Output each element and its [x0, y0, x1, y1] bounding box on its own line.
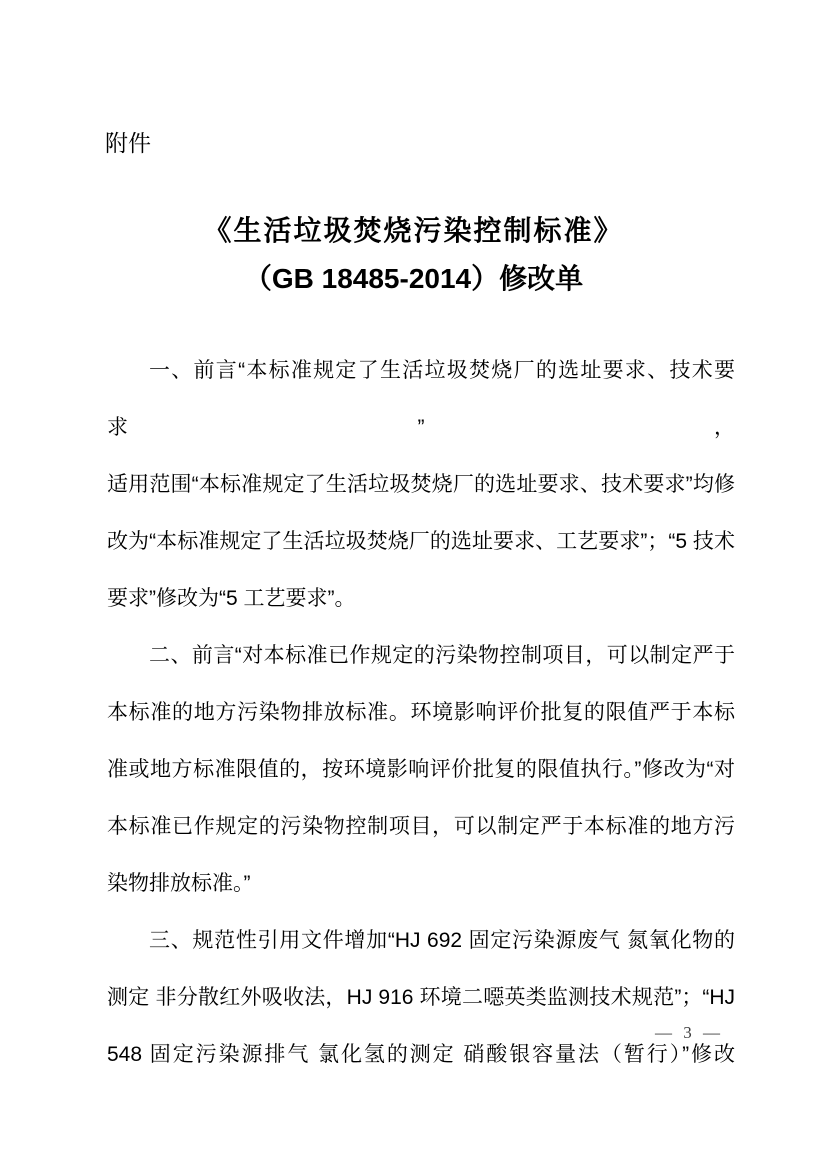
body-line: 一、前言“本标准规定了生活垃圾焚烧厂的选址要求、技术要求”，: [107, 359, 735, 439]
document-title-line2: （GB 18485-2014）修改单: [243, 263, 584, 294]
document-body: [107, 342, 735, 1083]
body-line: 三、规范性引用文件增加“HJ 692 固定污染源废气 氮氧化物的: [149, 929, 735, 952]
body-line: 适用范围“本标准规定了生活垃圾焚烧厂的选址要求、技术要求”均修: [107, 473, 735, 496]
body-line: 要求”修改为“5 工艺要求”。: [107, 587, 356, 610]
body-line: 二、前言“对本标准已作规定的污染物控制项目，可以制定严于: [149, 644, 735, 667]
document-title-line1: 《生活垃圾焚烧污染控制标准》: [203, 215, 624, 246]
body-line: 548 固定污染源排气 氯化氢的测定 硝酸银容量法（暂行）”修改: [107, 1043, 735, 1066]
body-line: 改为“本标准规定了生活垃圾焚烧厂的选址要求、工艺要求”；“5 技术: [107, 530, 735, 553]
paragraph-1: [107, 342, 735, 627]
body-line: 测定 非分散红外吸收法，HJ 916 环境二噁英类监测技术规范”；“HJ: [107, 986, 735, 1009]
paragraph-2: [107, 627, 735, 912]
page-number: — 3 —: [655, 1023, 720, 1042]
body-line: 本标准的地方污染物排放标准。环境影响评价批复的限值严于本标: [107, 701, 735, 724]
paragraph-3: [107, 912, 735, 1083]
document-title: [0, 207, 827, 303]
body-line: 准或地方标准限值的，按环境影响评价批复的限值执行。”修改为“对: [107, 758, 735, 781]
attachment-label: 附件: [105, 130, 151, 156]
body-line: 染物排放标准。”: [107, 872, 251, 895]
body-line: 本标准已作规定的污染物控制项目，可以制定严于本标准的地方污: [107, 815, 735, 838]
